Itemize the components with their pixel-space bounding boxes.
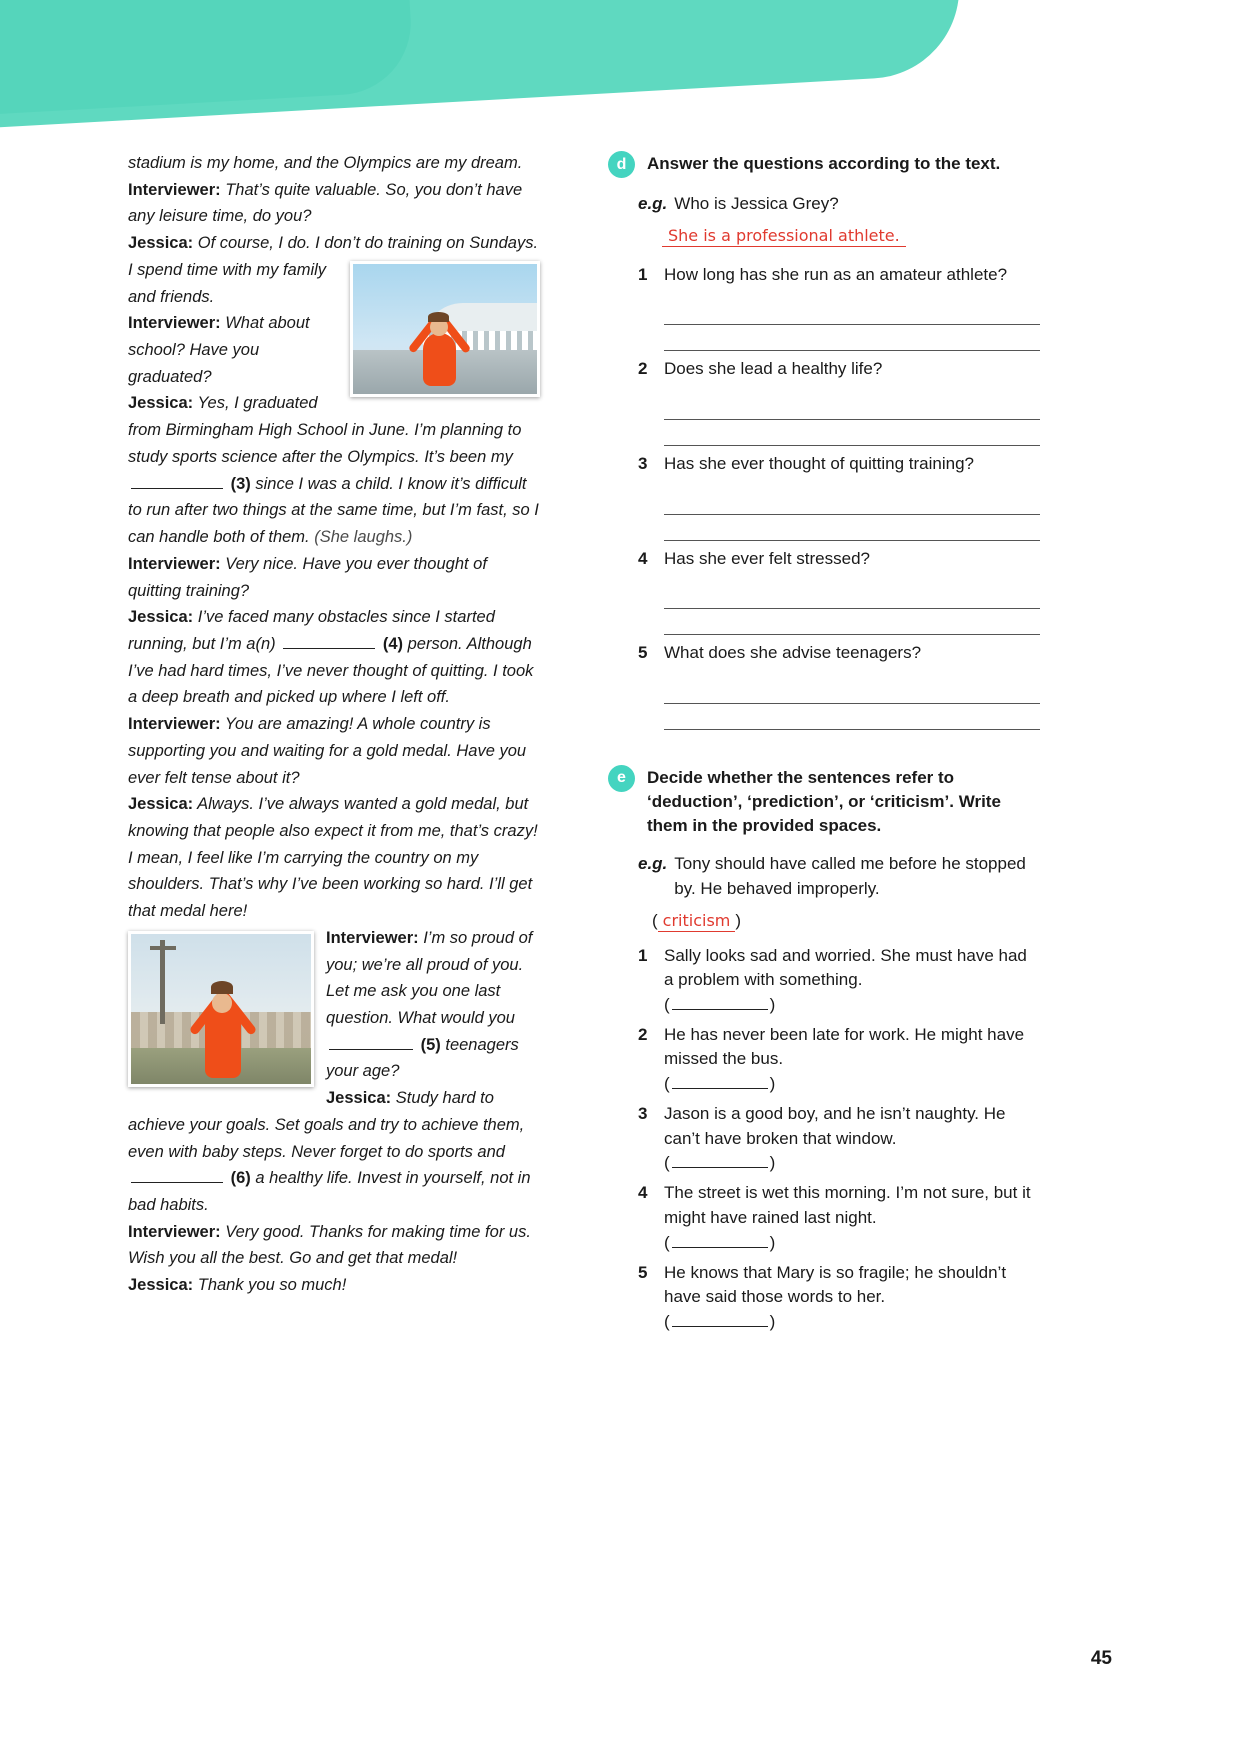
example-question: Who is Jessica Grey? bbox=[674, 194, 839, 213]
page-number: 45 bbox=[1090, 1648, 1112, 1669]
question-item bbox=[638, 452, 1040, 541]
transcript-line bbox=[128, 551, 540, 604]
item-number: 3 bbox=[638, 1104, 648, 1124]
transcript-text-after: teenagers your age? bbox=[326, 1035, 519, 1081]
transcript-text: Very nice. Have you ever thought of quitting training? bbox=[128, 554, 487, 600]
answer-line[interactable] bbox=[664, 583, 1040, 609]
transcript-line bbox=[128, 1219, 540, 1272]
transcript-text: Of course, I do. I don’t do training on Sundays. bbox=[197, 234, 539, 253]
question-text: What does she advise teenagers? bbox=[664, 643, 922, 663]
task-e-example-answer-row: ( criticism ) bbox=[652, 910, 742, 930]
task-e-header bbox=[608, 764, 1040, 838]
answer-lines[interactable] bbox=[664, 489, 1040, 541]
question-item bbox=[638, 641, 1040, 730]
transcript-text: Thank you so much! bbox=[197, 1276, 347, 1295]
task-d-title: Answer the questions according to the text. bbox=[647, 154, 1001, 173]
answer-lines[interactable] bbox=[664, 299, 1040, 351]
item-text: Sally looks sad and worried. She must have had a problem with something. bbox=[664, 945, 1027, 990]
speaker-label: Interviewer: bbox=[128, 180, 221, 199]
item-text: He has never been late for work. He might have missed the bus. bbox=[664, 1024, 1025, 1069]
answer-lines[interactable] bbox=[664, 394, 1040, 446]
answer-parentheses[interactable]: ( ) bbox=[664, 1074, 776, 1094]
answer-line[interactable] bbox=[664, 420, 1040, 446]
fill-blank-6[interactable] bbox=[131, 1169, 223, 1183]
task-d-example bbox=[638, 192, 1040, 217]
transcript-line bbox=[128, 791, 540, 925]
answer-parentheses[interactable]: ( ) bbox=[664, 994, 776, 1014]
answer-line[interactable] bbox=[664, 299, 1040, 325]
photo-athlete-celebrating bbox=[128, 931, 314, 1087]
transcript-text: What about school? Have you graduated? bbox=[128, 314, 310, 386]
blank-number: (5) bbox=[420, 1035, 441, 1054]
answer-line[interactable] bbox=[664, 515, 1040, 541]
question-text: Has she ever felt stressed? bbox=[664, 548, 870, 568]
speaker-label: Interviewer: bbox=[326, 928, 419, 947]
question-text: Does she lead a healthy life? bbox=[664, 359, 883, 379]
transcript-text-after: since I was a child. I know it’s difficult to run after two things at the same time, but I’m fast, so I can handle both of them. bbox=[128, 474, 539, 547]
speaker-label: Jessica: bbox=[326, 1089, 392, 1108]
answer-line[interactable] bbox=[664, 325, 1040, 351]
task-e bbox=[608, 764, 1040, 1332]
question-text: How long has she run as an amateur athlete? bbox=[664, 264, 1008, 284]
task-e-letter: e bbox=[608, 765, 635, 792]
item-number: 4 bbox=[638, 1183, 648, 1203]
task-e-item-list bbox=[638, 944, 1040, 1332]
question-number: 4 bbox=[638, 548, 648, 568]
question-item bbox=[638, 263, 1040, 352]
answer-lines[interactable] bbox=[664, 678, 1040, 730]
answer-line[interactable] bbox=[664, 609, 1040, 635]
stage-note: (She laughs.) bbox=[314, 528, 413, 547]
item-number: 1 bbox=[638, 945, 648, 965]
transcript-line bbox=[128, 1272, 540, 1299]
example-label: e.g. bbox=[638, 194, 668, 213]
question-text: Has she ever thought of quitting training? bbox=[664, 453, 974, 473]
example-text: Tony should have called me before he stopped by. He behaved improperly. bbox=[674, 854, 1026, 898]
sentence-item bbox=[638, 1102, 1040, 1173]
speaker-label: Jessica: bbox=[128, 1276, 194, 1295]
answer-line[interactable] bbox=[664, 394, 1040, 420]
transcript-line-with-blank bbox=[128, 604, 540, 711]
sentence-item bbox=[638, 1181, 1040, 1252]
task-d-header bbox=[608, 150, 1040, 178]
question-number: 2 bbox=[638, 359, 648, 379]
speaker-label: Jessica: bbox=[128, 608, 194, 627]
answer-blank[interactable] bbox=[672, 1155, 768, 1168]
task-d bbox=[608, 150, 1040, 730]
fill-blank-4[interactable] bbox=[283, 635, 375, 649]
speaker-label: Interviewer: bbox=[128, 715, 221, 734]
answer-blank[interactable] bbox=[672, 1235, 768, 1248]
answer-lines[interactable] bbox=[664, 583, 1040, 635]
sentence-item bbox=[638, 1023, 1040, 1094]
question-number: 3 bbox=[638, 453, 648, 473]
question-number: 1 bbox=[638, 264, 648, 284]
transcript-column bbox=[128, 150, 540, 1299]
item-text: He knows that Mary is so fragile; he shouldn’t have said those words to her. bbox=[664, 1262, 1007, 1307]
transcript-line bbox=[128, 230, 540, 257]
speaker-label: Jessica: bbox=[128, 234, 194, 253]
transcript-text: You are amazing! A whole country is supporting you and waiting for a gold medal. Have you ever felt tense about it? bbox=[128, 715, 527, 787]
fill-blank-3[interactable] bbox=[131, 475, 223, 489]
transcript-text-before: I’m so proud of you; we’re all proud of you. Let me ask you one last question. What would you bbox=[326, 928, 533, 1027]
photo-athlete-stadium bbox=[350, 261, 540, 397]
task-d-example-answer: She is a professional athlete. bbox=[662, 226, 906, 247]
answer-blank[interactable] bbox=[672, 1314, 768, 1327]
task-e-example bbox=[638, 852, 1040, 901]
transcript-text-after: a healthy life. Invest in yourself, not in bad habits. bbox=[128, 1169, 531, 1215]
blank-number: (3) bbox=[230, 474, 251, 493]
task-e-example-answer: criticism bbox=[658, 911, 736, 932]
transcript-line bbox=[128, 711, 540, 791]
speaker-label: Jessica: bbox=[128, 795, 194, 814]
example-label: e.g. bbox=[638, 854, 668, 874]
speaker-label: Interviewer: bbox=[128, 1222, 221, 1241]
transcript-line bbox=[128, 177, 540, 230]
item-text: Jason is a good boy, and he isn’t naughty. He can’t have broken that window. bbox=[664, 1104, 1006, 1148]
answer-line[interactable] bbox=[664, 489, 1040, 515]
answer-line[interactable] bbox=[664, 678, 1040, 704]
answer-parentheses[interactable]: ( ) bbox=[664, 1311, 776, 1331]
question-number: 5 bbox=[638, 643, 648, 663]
fill-blank-5[interactable] bbox=[329, 1036, 413, 1050]
item-number: 2 bbox=[638, 1024, 648, 1044]
blank-number: (6) bbox=[230, 1169, 251, 1188]
transcript-text: I spend time with my family and friends. bbox=[128, 260, 327, 306]
transcript-text: Very good. Thanks for making time for us. Wish you all the best. Go and get that medal! bbox=[128, 1222, 531, 1268]
sentence-item bbox=[638, 1261, 1040, 1332]
answer-parentheses[interactable]: ( ) bbox=[664, 1232, 776, 1252]
transcript-text: stadium is my home, and the Olympics are my dream. bbox=[128, 154, 523, 172]
blank-number: (4) bbox=[382, 634, 404, 653]
question-item bbox=[638, 357, 1040, 446]
speaker-label: Interviewer: bbox=[128, 554, 221, 573]
speaker-label: Interviewer: bbox=[128, 314, 221, 333]
sentence-item bbox=[638, 944, 1040, 1015]
transcript-line-with-blank bbox=[128, 390, 540, 550]
answer-parentheses[interactable]: ( ) bbox=[664, 1153, 776, 1173]
transcript-text: Always. I’ve always wanted a gold medal, but knowing that people also expect it from me, that’s crazy! I mean, I feel like I’m carrying the country on my shoulders. That’s why I’ve been working so hard. I’ll get that medal here! bbox=[128, 795, 538, 921]
transcript-text-before: Yes, I graduated from Birmingham High School in June. I’m planning to study sports science after the Olympics. It’s been my bbox=[128, 394, 522, 466]
question-item bbox=[638, 547, 1040, 636]
interview-transcript bbox=[128, 150, 540, 1299]
transcript-text-before: I’ve faced many obstacles since I started running, but I’m a(n) bbox=[128, 608, 495, 653]
item-text: The street is wet this morning. I’m not sure, but it might have rained last night. bbox=[664, 1183, 1031, 1227]
transcript-text-after: person. Although I’ve had hard times, I’ve never thought of quitting. I took a deep breath and picked up where I left off. bbox=[128, 634, 534, 707]
transcript-line-with-blank bbox=[128, 1085, 540, 1219]
answer-blank[interactable] bbox=[672, 997, 768, 1010]
item-number: 5 bbox=[638, 1262, 648, 1282]
speaker-label: Jessica: bbox=[128, 394, 194, 413]
transcript-line bbox=[128, 150, 540, 177]
answer-blank[interactable] bbox=[672, 1076, 768, 1089]
exercises-column bbox=[608, 150, 1040, 1340]
task-e-title: Decide whether the sentences refer to ‘deduction’, ‘prediction’, or ‘criticism’. Write them in the provided spaces. bbox=[647, 767, 1001, 836]
task-d-letter: d bbox=[608, 151, 635, 178]
transcript-text-before: Study hard to achieve your goals. Set goals and try to achieve them, even with baby steps. Never forget to do sports and bbox=[128, 1089, 525, 1161]
answer-line[interactable] bbox=[664, 704, 1040, 730]
transcript-text: That’s quite valuable. So, you don’t have any leisure time, do you? bbox=[128, 180, 523, 226]
task-d-question-list bbox=[638, 263, 1040, 730]
